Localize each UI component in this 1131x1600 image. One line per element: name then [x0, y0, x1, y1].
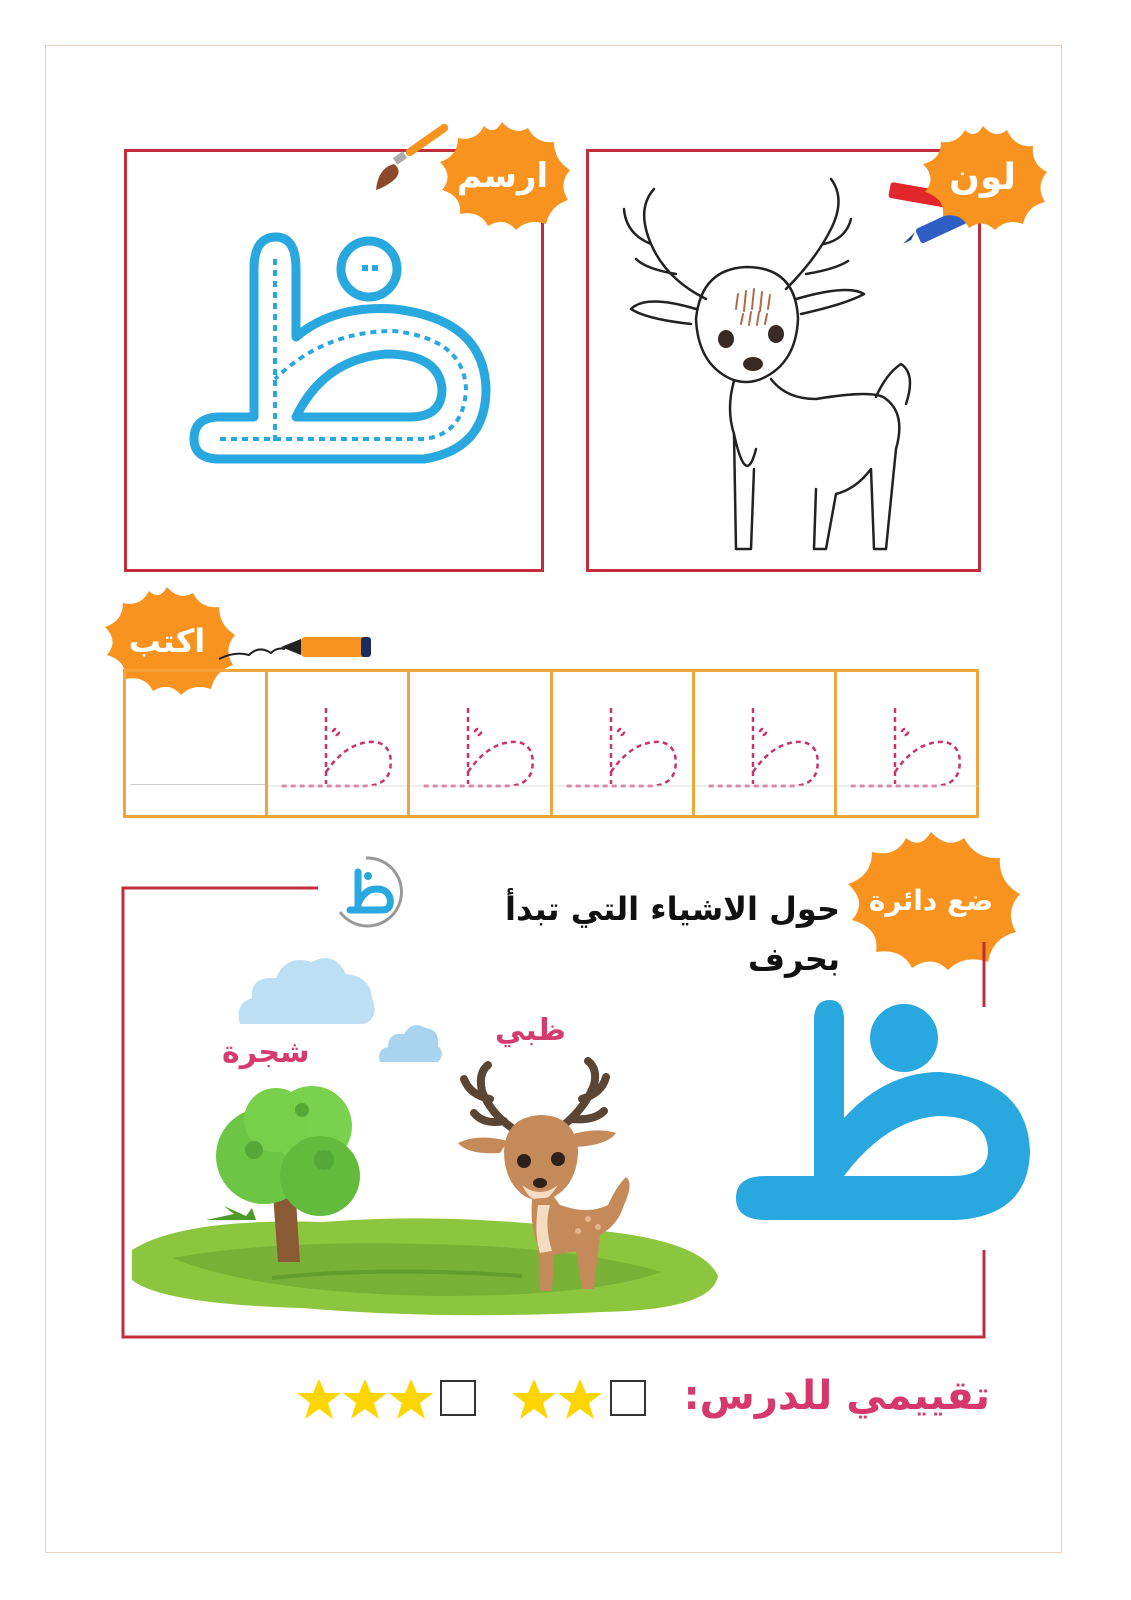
word-tree: شجرة	[222, 1035, 310, 1070]
tracing-cell[interactable]	[265, 672, 407, 815]
big-letter-za	[726, 980, 1046, 1240]
three-stars-icon	[297, 1377, 437, 1422]
tree-picture	[204, 1080, 364, 1270]
write-badge-label: اكتب	[128, 621, 206, 660]
paintbrush-icon	[372, 124, 452, 194]
deer-picture	[448, 1055, 648, 1305]
color-badge-label: لون	[949, 156, 1016, 198]
cloud-icon	[230, 948, 380, 1028]
tracing-cell[interactable]	[407, 672, 549, 815]
rating-checkbox-three-stars[interactable]	[440, 1380, 476, 1416]
tracing-cell-empty[interactable]	[126, 672, 265, 815]
rating-checkbox-two-stars[interactable]	[610, 1380, 646, 1416]
circle-badge-label: ضع دائرة	[868, 884, 994, 917]
tracing-cell[interactable]	[692, 672, 834, 815]
word-deer: ظبي	[495, 1013, 566, 1048]
tracing-cell[interactable]	[834, 672, 976, 815]
color-badge	[915, 122, 1050, 232]
tracing-row	[123, 669, 979, 818]
marker-icon	[215, 625, 375, 665]
tracing-cell[interactable]	[550, 672, 692, 815]
draw-badge-label: ارسم	[456, 155, 549, 196]
instruction-text: حول الاشياء التي تبدأ بحرف	[505, 890, 840, 978]
cloud-icon	[376, 1020, 446, 1065]
two-stars-icon	[512, 1377, 612, 1422]
letter-circle-icon	[326, 852, 406, 932]
rating-label: تقييمي للدرس:	[683, 1373, 990, 1419]
